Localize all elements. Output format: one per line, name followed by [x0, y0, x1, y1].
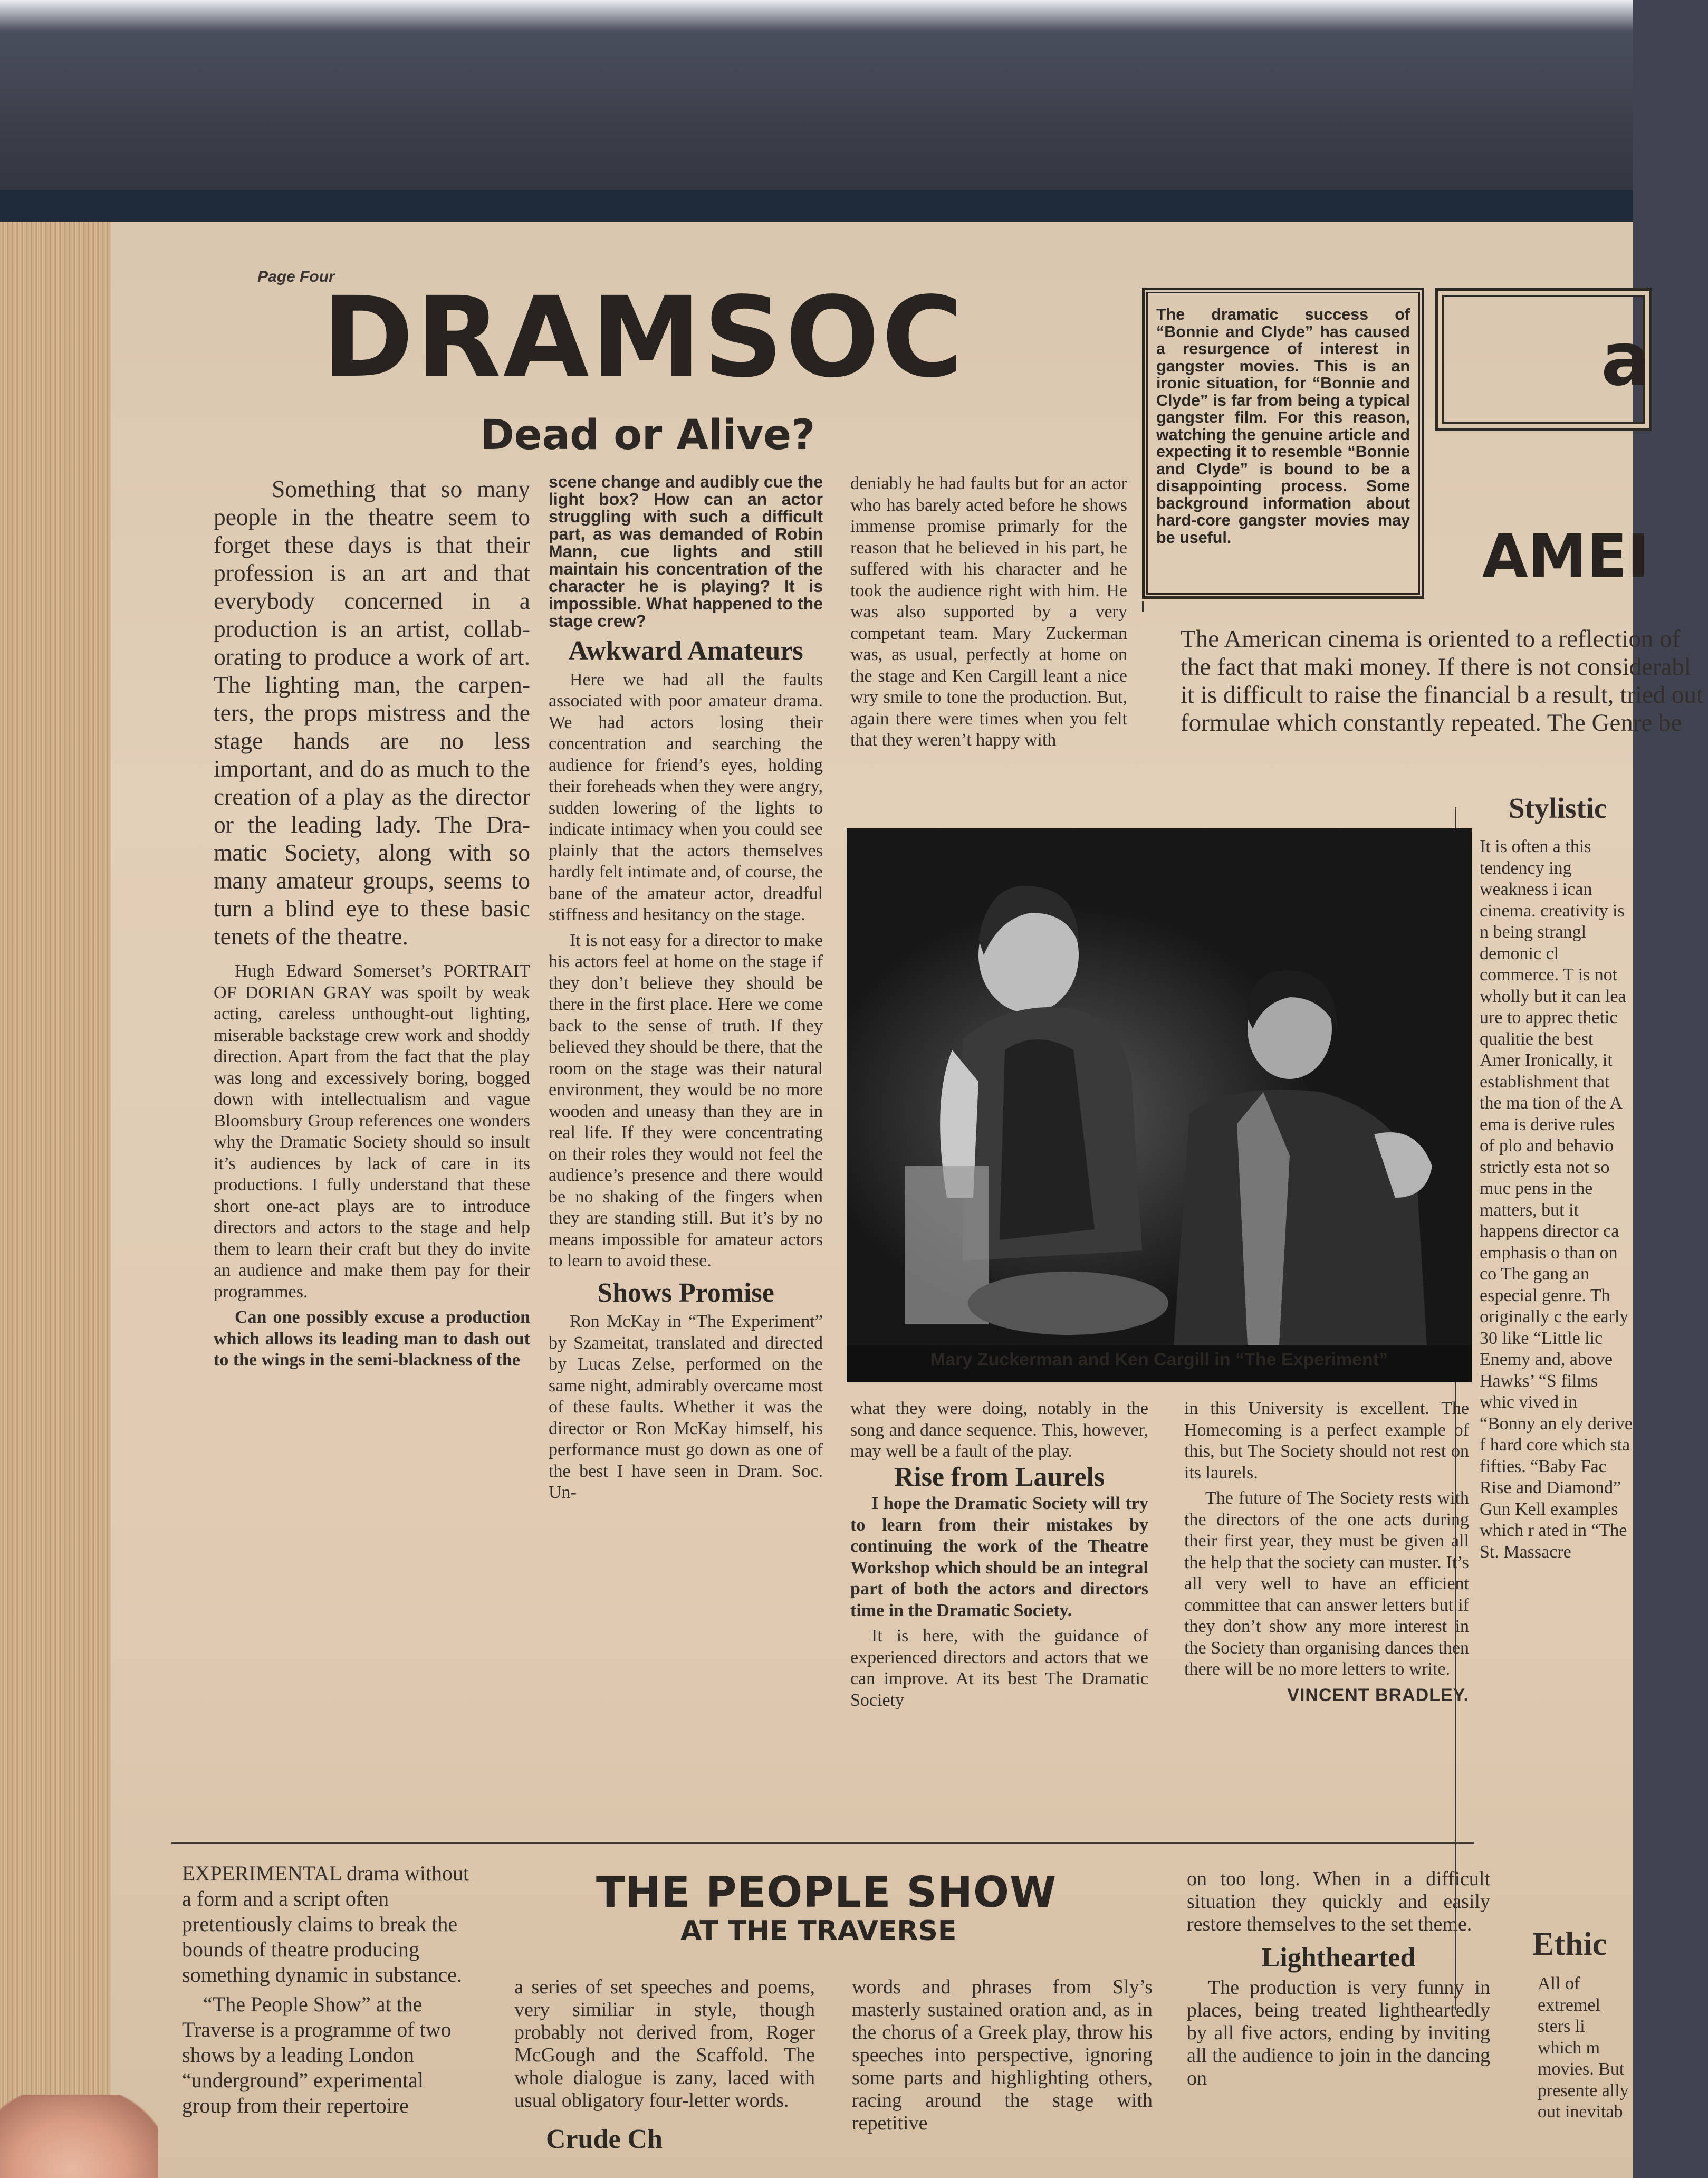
- col3-para-2: what they were doing, notably in the song and dance sequence. This, however, may well be a fault of the play.: [850, 1399, 1148, 1461]
- right-subhead-ethic: Ethic: [1532, 1926, 1607, 1962]
- ps-col1-para-2: “The People Show” at the Traverse is a programme of two shows by a leading London “underground” experimental group from their repertoire: [182, 1992, 452, 2117]
- page-edges: [0, 195, 121, 2178]
- masthead-title: DRAMSOC: [322, 273, 965, 402]
- article-column-4: [1184, 1398, 1469, 1706]
- author-signature: VINCENT BRADLEY.: [1287, 1685, 1469, 1705]
- people-show-column-2: [514, 1976, 815, 2154]
- production-photo: [847, 828, 1472, 1382]
- ps-col1-para-1: EXPERIMENTAL drama without a form and a script often pretentiously claims to break the bounds of theatre producing something dynamic in substance.: [182, 1861, 469, 1986]
- subhead-rise-from-laurels: Rise from Laurels: [894, 1461, 1105, 1492]
- right-article-column-text: It is often a this tendency ing weakness i ican cinema. creativity is n being strangl demonic cl commerce. T is not wholly but it can lea ure to apprec thetic qualitie the best Amer Ironically, it establishment that the ma tion of the A ema is derive rules of plo and behavio strictly esta not so muc pens in the matters, but it happens director ca emphasis o than on co The gang an especial genre. Th originally c the early 30 like “Little lic Enemy and, above Hawks’ “S films whic vived in “Bonny an ely derive f hard core which sta fifties. “Baby Fac Rise and Diamond” Gun Kell examples which r ated in “The St. Massacre: [1480, 837, 1633, 1562]
- article-column-2: [549, 473, 823, 1508]
- col2-para-3: It is not easy for a director to make his actors feel at home on the stage if they don’t believe they should be there in the first place. Here we come back to the sense of truth. If they believed they should be there, that the room on the stage was their natural environment, they would be no more wooden and uneasy than they are in real life. If they were concentrating on their roles they would not feel the audience’s presence and there would be no shaking of the fingers when they are standing still. But it’s by no means impossible for amateur actors to learn to avoid these.: [549, 930, 823, 1271]
- col3-para-3: I hope the Dramatic Society will try to learn from their mistakes by continuing the work of the Theatre Workshop which should be an integral part of both the actors and directors time in the Dramatic Society.: [850, 1494, 1148, 1620]
- right-article-column: [1480, 836, 1633, 1563]
- col4-para-2: The future of The Society rests with the directors of the one acts during their first year, they must be given all the help that the society can muster. It’s all very well to have an efficient committee that can answer letters but if they don’t show any more interest in the Society than organising dances then there will be no more letters to write.: [1184, 1488, 1469, 1679]
- people-show-column-1: [182, 1861, 477, 2123]
- right-article-column-2: [1538, 1973, 1633, 2123]
- article-column-3-top: [850, 473, 1127, 756]
- subhead-awkward-amateurs: Awkward Amateurs: [568, 636, 803, 666]
- people-show-column-3: [852, 1976, 1153, 2139]
- fabric-backdrop: [0, 0, 1633, 222]
- col3-para-1: deniably he had faults but for an actor who has barely acted before he shows immense promise primarly for the reason that he believed in his part, he suffered with his character and he took the audience right with him. He was also supported by a very competant team. Mary Zuckerman was, as usual, perfectly at home on the stage and Ken Cargill leant a nice wry smile to tone the production. But, again there were times when you felt that they weren’t happy with: [850, 474, 1127, 750]
- ps-subhead-lighthearted: Lighthearted: [1261, 1943, 1416, 1973]
- right-subhead-stylistic: Stylistic: [1509, 792, 1607, 824]
- col3-para-4: It is here, with the guidance of experienced directors and actors that we can improve. At its best The Dramatic Society: [850, 1626, 1148, 1710]
- page-number: Page Four: [257, 268, 335, 285]
- photo-caption: Mary Zuckerman and Ken Cargill in “The Experiment”: [930, 1350, 1388, 1370]
- gangster-inset-box: [1142, 288, 1424, 599]
- rule: [1142, 601, 1144, 612]
- people-show-column-4: [1187, 1868, 1490, 2094]
- photo-image: [847, 828, 1472, 1345]
- col1-para-3: Can one possibly excuse a production which allows its leading man to dash out to the wings in the semi-blackness of the: [214, 1307, 530, 1370]
- ps-col4-para-2: The production is very funny in places, being treated lightheartedly by all five actors, ending by inviting all the audience to join in the dancing on: [1187, 1976, 1490, 2089]
- article-column-1: [214, 475, 530, 1375]
- section-rule: [171, 1842, 1474, 1844]
- masthead-subtitle: Dead or Alive?: [480, 412, 815, 459]
- subhead-shows-promise: Shows Promise: [597, 1277, 774, 1308]
- people-show-subtitle: AT THE TRAVERSE: [680, 1915, 957, 1947]
- ps-col2-para-1: a series of set speeches and poems, very similiar in style, though probably not derived from, Roger McGough and the Scaffold. The whole dialogue is zany, laced with usual obligatory four-letter words.: [514, 1976, 815, 2112]
- ps-subhead-crude: Crude Ch: [546, 2124, 663, 2154]
- col1-para-1: Something that so many people in the theatre seem to forget these days is that their profession is an art and that everybody concerned in a production is an artist, collaborating to produce a work of art. The lighting man, the carpenters, the props mistress and the stage hands are no less important, and do as much to the creation of a play as the director or the leading lady. The Dramatic Society, along with so many amateur groups, seems to turn a blind eye to these basic tenets of the theatre.: [214, 475, 530, 950]
- right-headline-fragment: a: [1601, 317, 1651, 403]
- article-column-3-bottom: [850, 1398, 1148, 1715]
- binding-cover: [0, 190, 1633, 222]
- ps-col3-para-1: words and phrases from Sly’s masterly sustained oration and, as in the chorus of a Greek play, throw his speeches into perspective, ignoring some parts and highlighting others, racing around the stage with repetitive: [852, 1976, 1153, 2134]
- ps-col4-para-1: on too long. When in a difficult situation they quickly and easily restore themselves to the set theme.: [1187, 1868, 1490, 1935]
- thumb-in-frame: [0, 2095, 158, 2178]
- people-show-title: THE PEOPLE SHOW: [596, 1868, 1057, 1917]
- col2-para-1: scene change and audibly cue the light box? How can an actor struggling with such a difficult part, as was demanded of Robin Mann, cue lights and still maintain his concentration of the character he is playing? It is impossible. What happened to the stage crew?: [549, 472, 823, 631]
- col1-para-2: Hugh Edward Somerset’s PORTRAIT OF DORIAN GRAY was spoilt by weak acting, careless unthought-out lighting, miserable backstage crew work and shoddy direction. Apart from the fact that the play was long and excessively boring, bogged down with intellectualism and vague Bloomsbury Group references one wonders why the Dramatic Society should so insult it’s audiences by lack of care in its productions. I fully understand that these short one-act plays are to introduce directors and actors to the stage and help them to learn their craft but they do invite an audience and make them pay for their programmes.: [214, 961, 530, 1302]
- right-article-column-2-text: All of extremel sters li which m movies. But presente ally out inevitab: [1538, 1974, 1629, 2122]
- right-article-intro: [1181, 625, 1708, 737]
- right-article-intro-text: The American cinema is oriented to a reflection of the fact that maki money. If there is not considerabl it is difficult to raise the financial b a result, tried out formulae which constantly repeated. The Genre be: [1181, 625, 1704, 737]
- right-article-headline: AMEI: [1482, 522, 1649, 591]
- col4-para-1: in this University is excellent. The Homecoming is a perfect example of this, but The Society should not rest on its laurels.: [1184, 1399, 1469, 1483]
- col2-para-2: Here we had all the faults associated with poor amateur drama. We had actors losing their concentration and searching the audience for friend’s eyes, holding their foreheads when they were angry, sudden lowering of the lights to indicate intimacy when you could see plainly that the actors themselves hardly felt intimate and, of course, the bane of the amateur actor, dreadful stiffness and hesitancy on the stage.: [549, 670, 823, 924]
- inset-text: The dramatic success of “Bonnie and Clyde” has caused a resurgence of interest in gangster movies. This is an ironic situation, for “Bonnie and Clyde” is far from being a typical gangster film. For this reason, watching the genuine article and expecting it to resemble “Bonnie and Clyde” is bound to be a disappointing process. Some background information about hard-core gangster movies may be useful.: [1156, 305, 1410, 547]
- col2-para-4: Ron McKay in “The Experiment” by Szameitat, translated and directed by Lucas Zelse, performed on the same night, admirably overcame most of these faults. Whether it was the director or Ron McKay himself, his performance must go down as one of the best I have seen in Dram. Soc. Un-: [549, 1312, 823, 1502]
